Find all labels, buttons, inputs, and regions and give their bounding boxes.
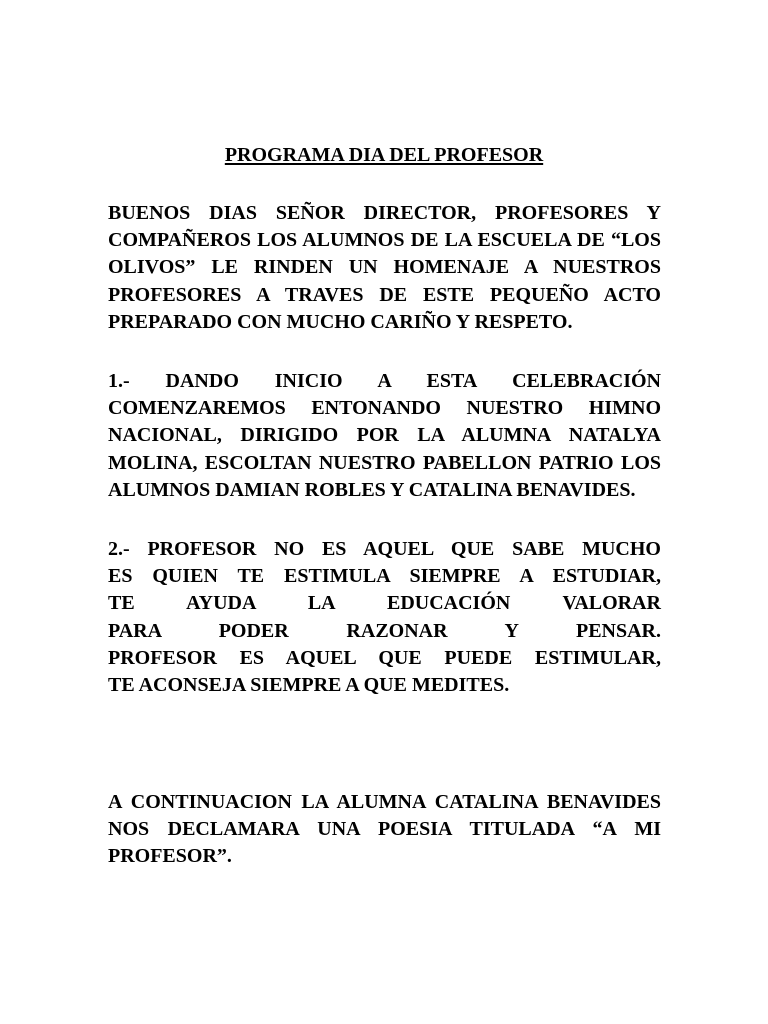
text-line: MOLINA, ESCOLTAN NUESTRO PABELLON PATRIO LOS (108, 451, 661, 474)
text-line: NOS DECLAMARA UNA POESIA TITULADA “A MI (108, 818, 661, 841)
text-line: PROFESOR”. (108, 845, 232, 868)
text-line: ES QUIEN TE ESTIMULA SIEMPRE A ESTUDIAR, (108, 565, 661, 588)
text-line: ALUMNOS DAMIAN ROBLES Y CATALINA BENAVIDES. (108, 478, 636, 501)
text-line: 1.- DANDO INICIO A ESTA CELEBRACIÓN (108, 370, 661, 392)
text-line: BUENOS DIAS SEÑOR DIRECTOR, PROFESORES Y (108, 202, 661, 224)
text-line: PROFESORES A TRAVES DE ESTE PEQUEÑO ACTO (108, 283, 661, 306)
text-line: PARA PODER RAZONAR Y PENSAR. (108, 619, 661, 642)
text-line: NACIONAL, DIRIGIDO POR LA ALUMNA NATALYA (108, 424, 661, 447)
text-line: PREPARADO CON MUCHO CARIÑO Y RESPETO. (108, 310, 573, 333)
text-line: A CONTINUACION LA ALUMNA CATALINA BENAVIDES (108, 791, 661, 813)
text-line: COMPAÑEROS LOS ALUMNOS DE LA ESCUELA DE “LOS (108, 229, 661, 252)
paragraph-closing (108, 789, 661, 871)
text-line: COMENZAREMOS ENTONANDO NUESTRO HIMNO (108, 397, 661, 420)
paragraph-greeting (108, 200, 661, 336)
text-line: PROFESOR ES AQUEL QUE PUEDE ESTIMULAR, (108, 646, 661, 669)
paragraph-item-2 (108, 536, 661, 699)
text-line: OLIVOS” LE RINDEN UN HOMENAJE A NUESTROS (108, 256, 661, 279)
text-line: 2.- PROFESOR NO ES AQUEL QUE SABE MUCHO (108, 538, 661, 560)
text-line: TE AYUDA LA EDUCACIÓN VALORAR (108, 592, 661, 615)
paragraph-item-1 (108, 368, 661, 504)
text-line: TE ACONSEJA SIEMPRE A QUE MEDITES. (108, 674, 510, 697)
page-title: PROGRAMA DIA DEL PROFESOR (224, 144, 544, 166)
